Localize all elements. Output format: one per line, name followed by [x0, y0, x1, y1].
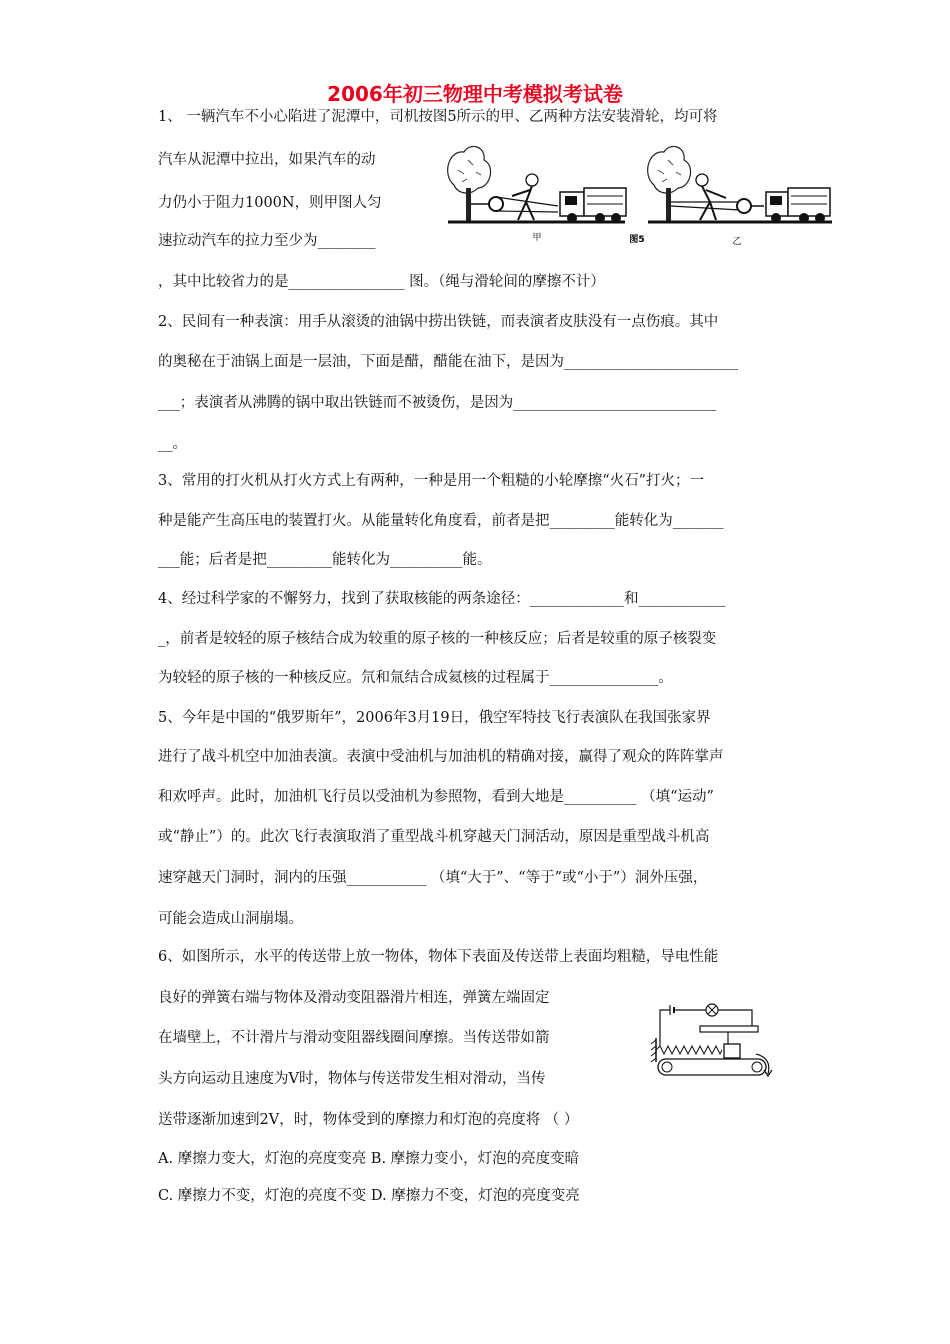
q4-line-2: _，前者是较轻的原子核结合成为较重的原子核的一种核反应；后者是较重的原子核裂变	[158, 631, 717, 647]
q1-line-3: 力仍小于阻力1000N，则甲图人匀	[158, 195, 382, 211]
figure-5-label-fig: 图5	[629, 235, 645, 245]
q6-line-3: 在墙壁上，不计滑片与滑动变阻器线圈间摩擦。当传送带如箭	[158, 1030, 550, 1046]
bulb-icon	[706, 1004, 718, 1016]
q5-line-4: 或“静止”）的。此次飞行表演取消了重型战斗机穿越天门洞活动，原因是重型战斗机高	[158, 829, 710, 845]
q6-line-4: 头方向运动且速度为V时，物体与传送带发生相对滑动，当传	[158, 1071, 546, 1087]
person-icon	[696, 174, 726, 220]
figure-5-label-yi: 乙	[732, 237, 742, 247]
q2-line-2: 的奥秘在于油锅上面是一层油，下面是醋，醋能在油下，是因为________________________	[158, 354, 738, 370]
q3-line-2: 种是能产生高压电的装置打火。从能量转化角度看，前者是把_________能转化为_______	[158, 513, 724, 529]
q5-line-1: 5、今年是中国的“俄罗斯年”，2006年3月19日，俄空军特技飞行表演队在我国张家界	[158, 710, 711, 726]
q2-line-3: ___；表演者从沸腾的锅中取出铁链而不被烫伤，是因为____________________________	[158, 395, 717, 411]
q2-line-4: __。	[158, 436, 187, 452]
q3-line-1: 3、常用的打火机从打火方式上有两种，一种是用一个粗糙的小轮摩擦“火石”打火；一	[158, 473, 705, 489]
q1-line-2: 汽车从泥潭中拉出，如果汽车的动	[158, 152, 376, 168]
q6-option-c-d: C. 摩擦力不变，灯泡的亮度不变 D. 摩擦力不变，灯泡的亮度变亮	[158, 1188, 580, 1204]
figure-5-pulley-diagram	[440, 140, 835, 250]
q5-line-2: 进行了战斗机空中加油表演。表演中受油机与加油机的精确对接，赢得了观众的阵阵掌声	[158, 749, 724, 765]
q5-line-6: 可能会造成山洞崩塌。	[158, 911, 303, 927]
conveyor-circuit-diagram	[640, 998, 780, 1090]
q6-line-2: 良好的弹簧右端与物体及滑动变阻器滑片相连，弹簧左端固定	[158, 990, 550, 1006]
q1-line-4: 速拉动汽车的拉力至少为________	[158, 233, 376, 249]
truck-icon	[560, 188, 626, 223]
tree-icon	[448, 146, 491, 222]
page-title: 2006年初三物理中考模拟考试卷	[327, 82, 623, 106]
q5-line-3: 和欢呼声。此时，加油机飞行员以受油机为参照物，看到大地是__________ （填“运动”	[158, 789, 714, 805]
q1-line-1: 1、 一辆汽车不小心陷进了泥潭中，司机按图5所示的甲、乙两种方法安装滑轮，均可将	[158, 109, 718, 125]
q6-line-5: 送带逐渐加速到2V，时，物体受到的摩擦力和灯泡的亮度将 （ ）	[158, 1112, 579, 1128]
q2-line-1: 2、民间有一种表演：用手从滚烫的油锅中捞出铁链，而表演者皮肤没有一点伤痕。其中	[158, 314, 719, 330]
tree-icon	[648, 146, 691, 222]
q5-line-5: 速穿越天门洞时，洞内的压强___________ （填“大于”、“等于”或“小于”）洞外压强，	[158, 870, 708, 886]
person-icon	[512, 174, 538, 220]
q3-line-3: ___能；后者是把_________能转化为__________能。	[158, 552, 492, 568]
q4-line-3: 为较轻的原子核的一种核反应。氘和氚结合成氦核的过程属于_______________。	[158, 670, 673, 686]
q6-option-a-b: A. 摩擦力变大，灯泡的亮度变亮 B. 摩擦力变小，灯泡的亮度变暗	[158, 1151, 580, 1167]
q6-line-1: 6、如图所示，水平的传送带上放一物体，物体下表面及传送带上表面均粗糙，导电性能	[158, 949, 719, 965]
truck-icon	[766, 188, 830, 223]
q1-line-5: ，其中比较省力的是________________ 图。（绳与滑轮间的摩擦不计）	[158, 274, 605, 290]
figure-5-label-jia: 甲	[532, 233, 542, 243]
q4-line-1: 4、经过科学家的不懈努力，找到了获取核能的两条途径：_____________和____________	[158, 591, 726, 607]
